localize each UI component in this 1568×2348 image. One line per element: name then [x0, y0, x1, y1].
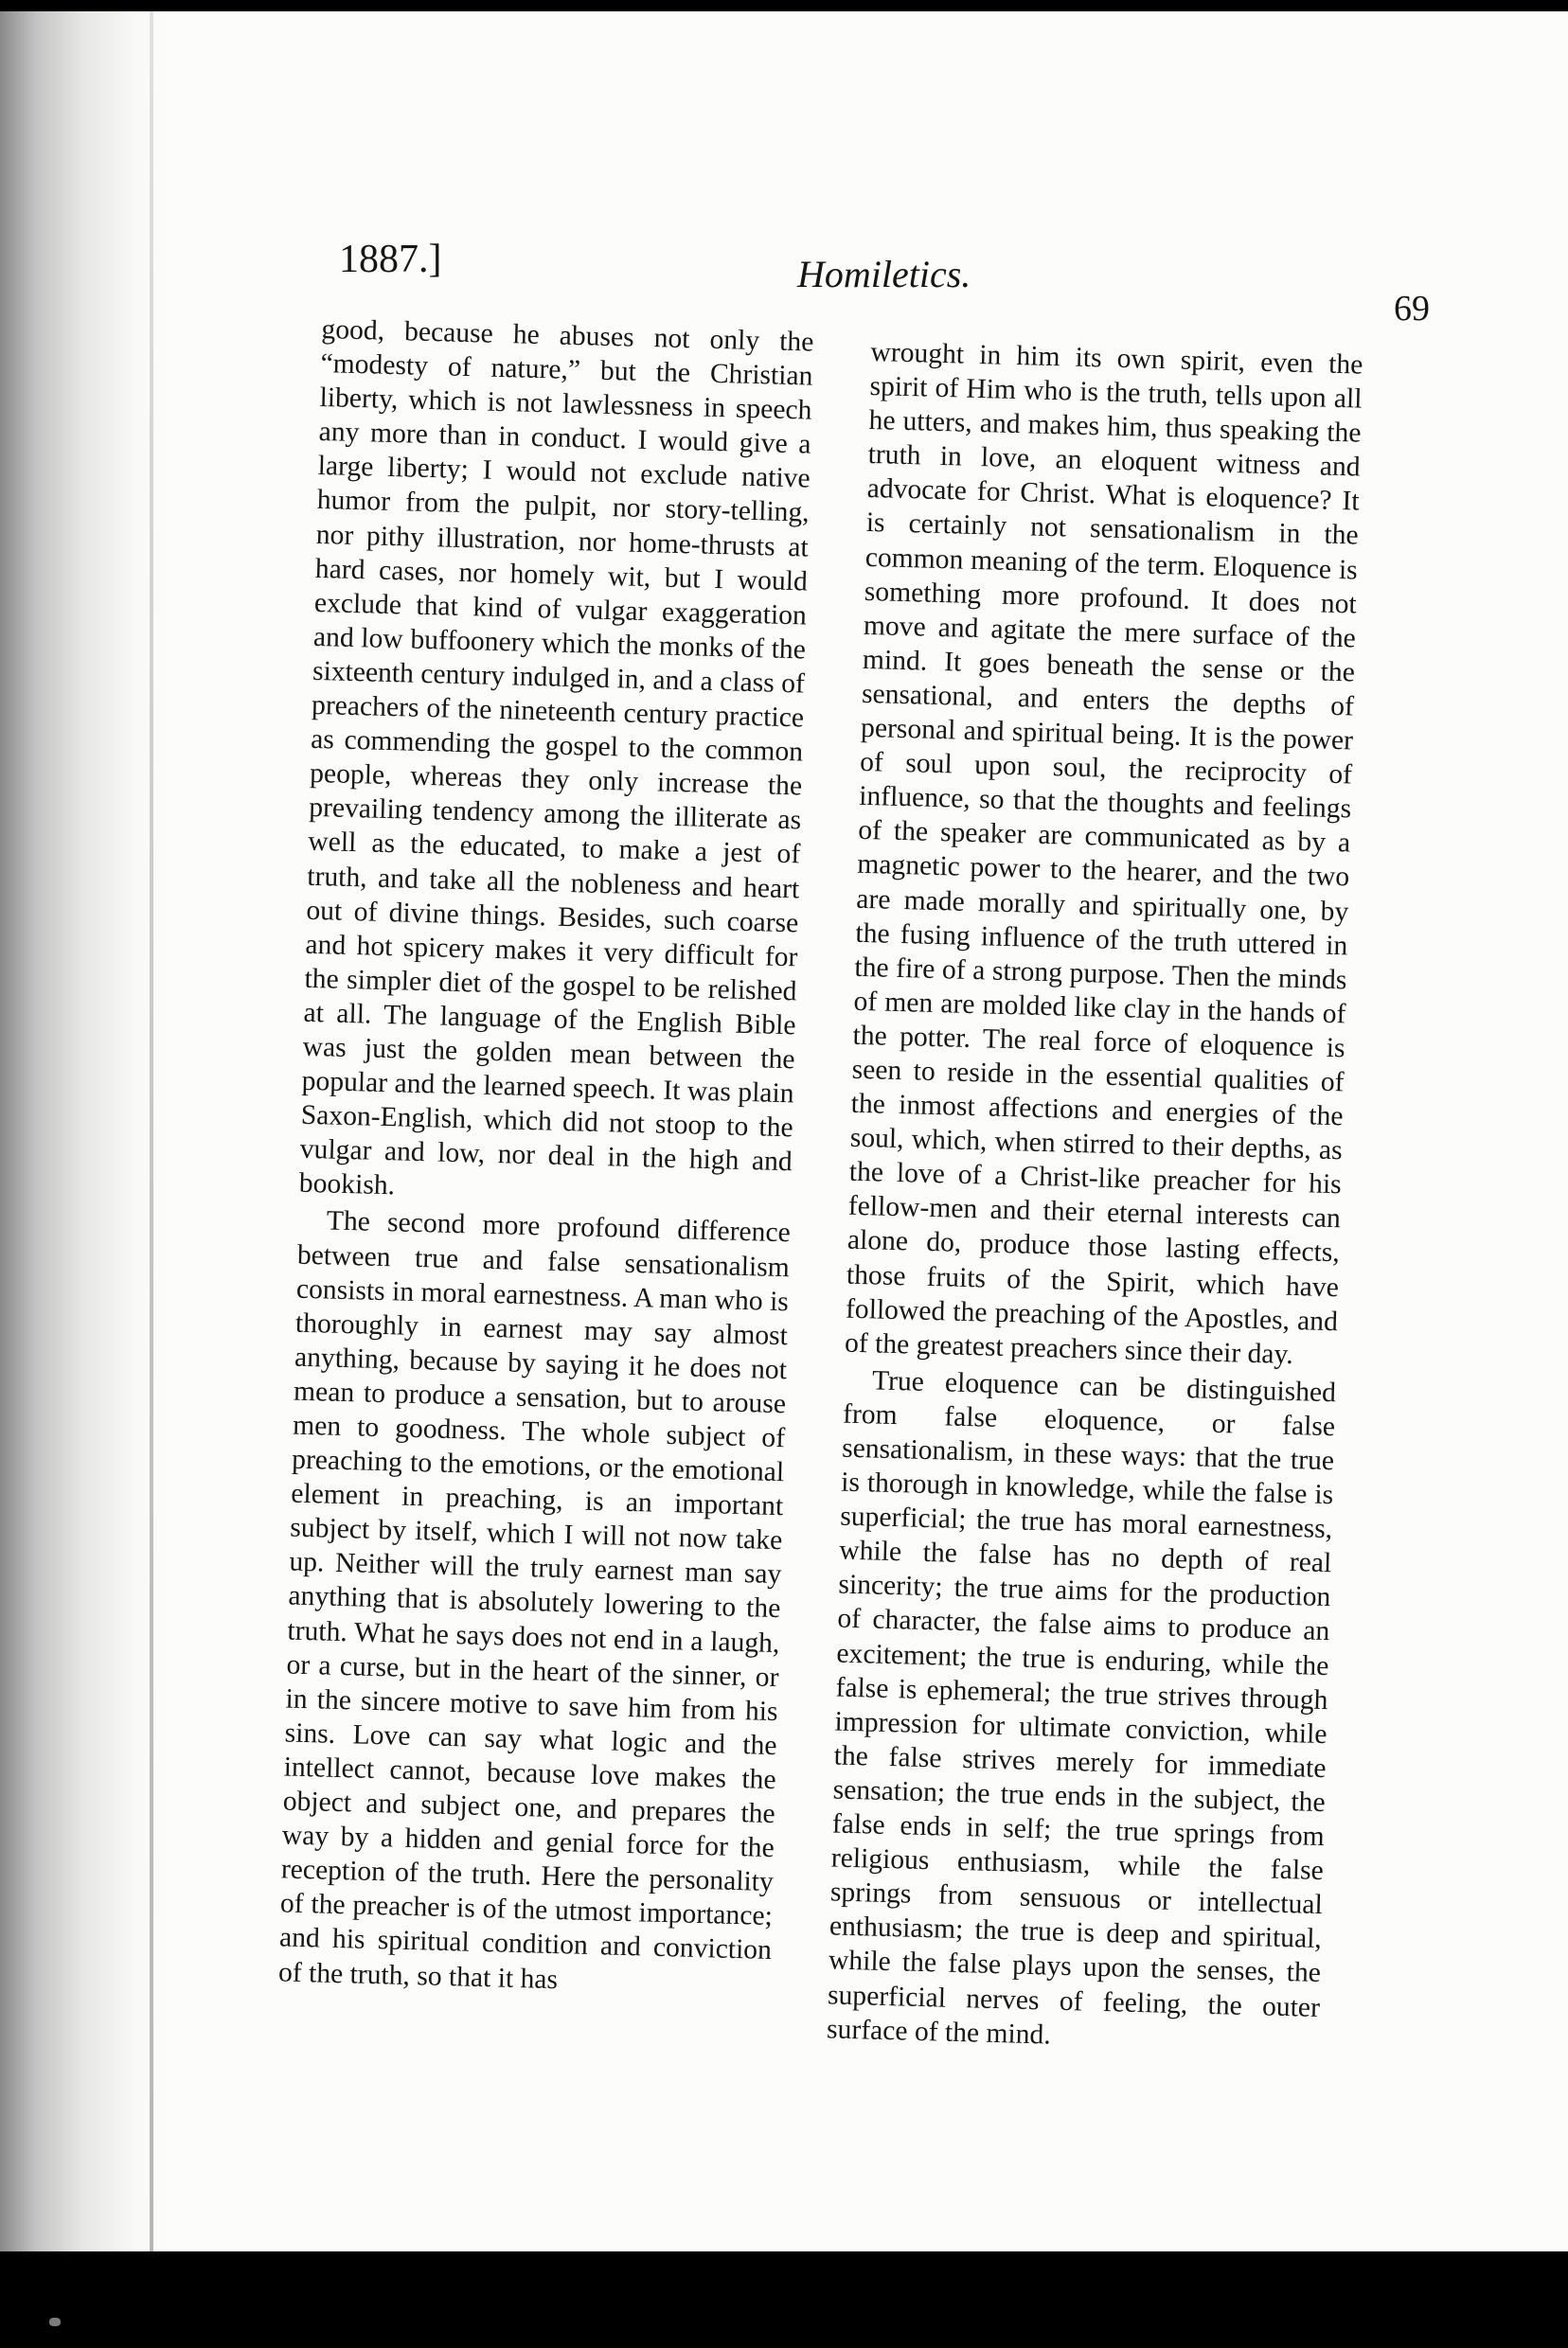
binding-edge-line	[150, 11, 153, 2251]
paragraph: The second more profound difference between true and false sensationalism consists in moral earnestness. A man who is thoroughly in earnest may say almost anything, because by saying it he does not mean to produce a sensation, but to arouse men to goodness. The whole subject of preaching to the emotions, or the emotional element in preaching, is an important subject by itself, which I will not now take up. Neither will the truly earnest man say anything that is absolutely lowering to the truth. What he says does not end in a laugh, or a curse, but in the heart of the sinner, or in the sincere motive to save him from his sins. Love can say what logic and the intellect cannot, because love makes the object and subject one, and prepares the way by a hidden and genial force for the reception of the truth. Here the personality of the preacher is of the utmost importance; and his spiritual condition and conviction of the truth, so that it has	[277, 1205, 792, 1995]
paragraph: wrought in him its own spirit, even the spirit of Him who is the truth, tells upon all he utters, and makes him, thus speaking the truth in love, an eloquent witness and advocate for Christ. What is eloquence? It is certainly not sensationalism in the common meaning of the term. Eloquence is something more profound. It does not move and agitate the mere surface of the mind. It goes beneath the sense or the sensational, and enters the depths of personal and spiritual being. It is the power of soul upon soul, the reciprocity of influence, so that the thoughts and feelings of the speaker are communicated as by a magnetic power to the hearer, and the two are made morally and spiritually one, by the fusing influence of the truth uttered in the fire of a strong purpose. Then the minds of men are molded like clay in the hands of the potter. The real force of eloquence is seen to reside in the essential qualities of the inmost affections and energies of the soul, which, when stirred to their depths, as the love of a Christ-like preacher for his fellow-men and their eternal interests can alone do, produce those lasting effects, those fruits of the Spirit, which have followed the preaching of the Apostles, and of the greatest preachers since their day.	[844, 336, 1363, 1370]
paragraph: good, because he abuses not only the “modesty of nature,” but the Christian liberty, which is not lawlessness in speech any more than in conduct. I would give a large liberty; I would not exclude native humor from the pulpit, nor story-telling, nor pithy illustration, nor home-thrusts at hard cases, nor homely wit, but I would exclude that kind of vulgar exaggeration and low buffoonery which the monks of the sixteenth century indulged in, and a class of preachers of the nineteenth century practice as commending the gospel to the common people, whereas they only increase the prevailing tendency among the illiterate as well as the educated, to make a jest of truth, and take all the nobleness and heart out of divine things. Besides, such coarse and hot spicery makes it very difficult for the simpler diet of the gospel to be relished at all. The language of the English Bible was just the golden mean between the popular and the learned speech. It was plain Saxon-English, which did not stoop to the vulgar and low, nor deal in the high and bookish.	[298, 313, 814, 1201]
page-number: 69	[1394, 289, 1430, 329]
running-head-year: 1887.]	[339, 238, 442, 281]
right-text-column	[827, 335, 1363, 2059]
scan-speck	[49, 2318, 61, 2326]
running-head-title: Homiletics.	[797, 253, 971, 295]
left-text-column	[278, 312, 814, 2002]
paragraph: True eloquence can be distinguished from false eloquence, or false sensationalism, in these ways: that the true is thorough in knowledge, while the false is superficial; the true has moral earnestness, while the false has no depth of real sincerity; the true aims for the production of character, the false aims to produce an excitement; the true is enduring, while the false is ephemeral; the true strives through impression for ultimate conviction, while the false strives merely for immediate sensation; the true ends in the subject, the false ends in self; the true springs from religious enthusiasm, while the false springs from sensuous or intellectual enthusiasm; the true is deep and spiritual, while the false plays upon the senses, the superficial nerves of feeling, the outer surface of the mind.	[826, 1365, 1337, 2051]
binding-gutter-shadow	[0, 11, 166, 2251]
book-page	[0, 11, 1568, 2251]
